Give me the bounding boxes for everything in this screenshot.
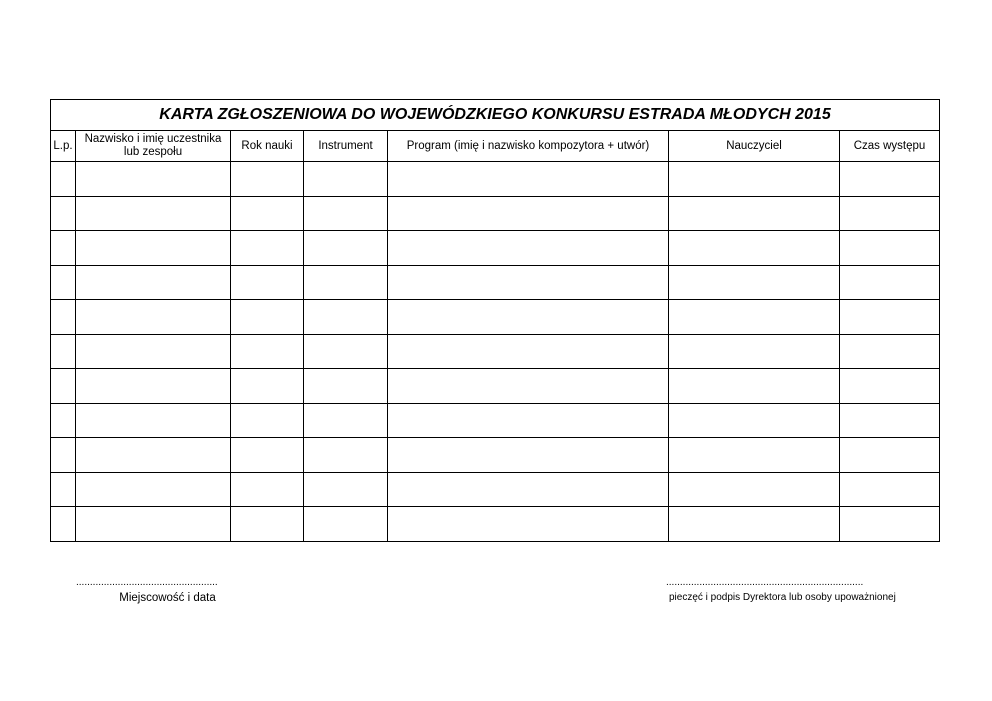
cell-participant-name[interactable] [76,265,231,300]
place-date-dotted-line: ................................................... [76,578,218,588]
cell-study-year[interactable] [231,438,304,473]
cell-instrument[interactable] [304,162,388,197]
cell-program[interactable] [388,196,669,231]
cell-teacher[interactable] [669,231,840,266]
cell-program[interactable] [388,231,669,266]
cell-teacher[interactable] [669,300,840,335]
cell-teacher[interactable] [669,507,840,542]
place-date-label: Miejscowość i data [119,592,216,604]
cell-teacher[interactable] [669,403,840,438]
cell-participant-name[interactable] [76,403,231,438]
column-header-teacher: Nauczyciel [669,131,840,162]
cell-lp[interactable] [51,162,76,197]
cell-lp[interactable] [51,438,76,473]
table-row [51,162,940,197]
cell-performance-time[interactable] [840,438,940,473]
cell-program[interactable] [388,300,669,335]
cell-performance-time[interactable] [840,403,940,438]
cell-program[interactable] [388,438,669,473]
cell-instrument[interactable] [304,438,388,473]
cell-study-year[interactable] [231,265,304,300]
cell-instrument[interactable] [304,265,388,300]
cell-lp[interactable] [51,472,76,507]
cell-teacher[interactable] [669,265,840,300]
table-row [51,196,940,231]
cell-instrument[interactable] [304,300,388,335]
table-row [51,438,940,473]
cell-program[interactable] [388,162,669,197]
cell-teacher[interactable] [669,162,840,197]
cell-lp[interactable] [51,196,76,231]
cell-study-year[interactable] [231,472,304,507]
cell-lp[interactable] [51,403,76,438]
cell-program[interactable] [388,472,669,507]
column-header-participant-name: Nazwisko i imię uczestnika lub zespołu [76,131,231,162]
table-row [51,334,940,369]
cell-study-year[interactable] [231,231,304,266]
cell-participant-name[interactable] [76,472,231,507]
cell-instrument[interactable] [304,403,388,438]
column-header-program: Program (imię i nazwisko kompozytora + utwór) [388,131,669,162]
cell-performance-time[interactable] [840,231,940,266]
cell-study-year[interactable] [231,507,304,542]
director-signature-label: pieczęć i podpis Dyrektora lub osoby upoważnionej [669,592,896,603]
cell-participant-name[interactable] [76,507,231,542]
director-dotted-line: ....................................................................... [666,578,864,588]
cell-performance-time[interactable] [840,334,940,369]
registration-form-table [50,99,940,542]
cell-study-year[interactable] [231,162,304,197]
cell-teacher[interactable] [669,438,840,473]
cell-performance-time[interactable] [840,472,940,507]
cell-study-year[interactable] [231,369,304,404]
cell-program[interactable] [388,265,669,300]
director-signature [666,578,912,603]
cell-instrument[interactable] [304,369,388,404]
cell-participant-name[interactable] [76,196,231,231]
cell-lp[interactable] [51,231,76,266]
cell-program[interactable] [388,507,669,542]
column-header-performance-time: Czas występu [840,131,940,162]
cell-instrument[interactable] [304,231,388,266]
table-row [51,472,940,507]
cell-participant-name[interactable] [76,369,231,404]
cell-instrument[interactable] [304,196,388,231]
cell-performance-time[interactable] [840,162,940,197]
header-row [51,131,940,162]
cell-program[interactable] [388,369,669,404]
table-row [51,369,940,404]
cell-performance-time[interactable] [840,369,940,404]
cell-performance-time[interactable] [840,300,940,335]
table-row [51,265,940,300]
cell-study-year[interactable] [231,403,304,438]
form-table-body [51,100,940,542]
cell-performance-time[interactable] [840,507,940,542]
cell-participant-name[interactable] [76,162,231,197]
title-row [51,100,940,131]
cell-lp[interactable] [51,334,76,369]
table-row [51,507,940,542]
cell-instrument[interactable] [304,334,388,369]
cell-teacher[interactable] [669,334,840,369]
table-row [51,403,940,438]
column-header-lp: L.p. [51,131,76,162]
cell-teacher[interactable] [669,369,840,404]
cell-participant-name[interactable] [76,438,231,473]
table-row [51,231,940,266]
cell-program[interactable] [388,403,669,438]
cell-lp[interactable] [51,507,76,542]
cell-performance-time[interactable] [840,265,940,300]
column-header-study-year: Rok nauki [231,131,304,162]
cell-participant-name[interactable] [76,334,231,369]
cell-study-year[interactable] [231,300,304,335]
cell-lp[interactable] [51,369,76,404]
column-header-instrument: Instrument [304,131,388,162]
cell-performance-time[interactable] [840,196,940,231]
table-row [51,300,940,335]
cell-participant-name[interactable] [76,300,231,335]
cell-instrument[interactable] [304,472,388,507]
cell-teacher[interactable] [669,196,840,231]
cell-study-year[interactable] [231,334,304,369]
form-title: KARTA ZGŁOSZENIOWA DO WOJEWÓDZKIEGO KONKURSU ESTRADA MŁODYCH 2015 [51,100,940,131]
cell-instrument[interactable] [304,507,388,542]
cell-teacher[interactable] [669,472,840,507]
cell-program[interactable] [388,334,669,369]
place-date-signature [76,578,259,604]
cell-lp[interactable] [51,300,76,335]
cell-participant-name[interactable] [76,231,231,266]
cell-study-year[interactable] [231,196,304,231]
cell-lp[interactable] [51,265,76,300]
